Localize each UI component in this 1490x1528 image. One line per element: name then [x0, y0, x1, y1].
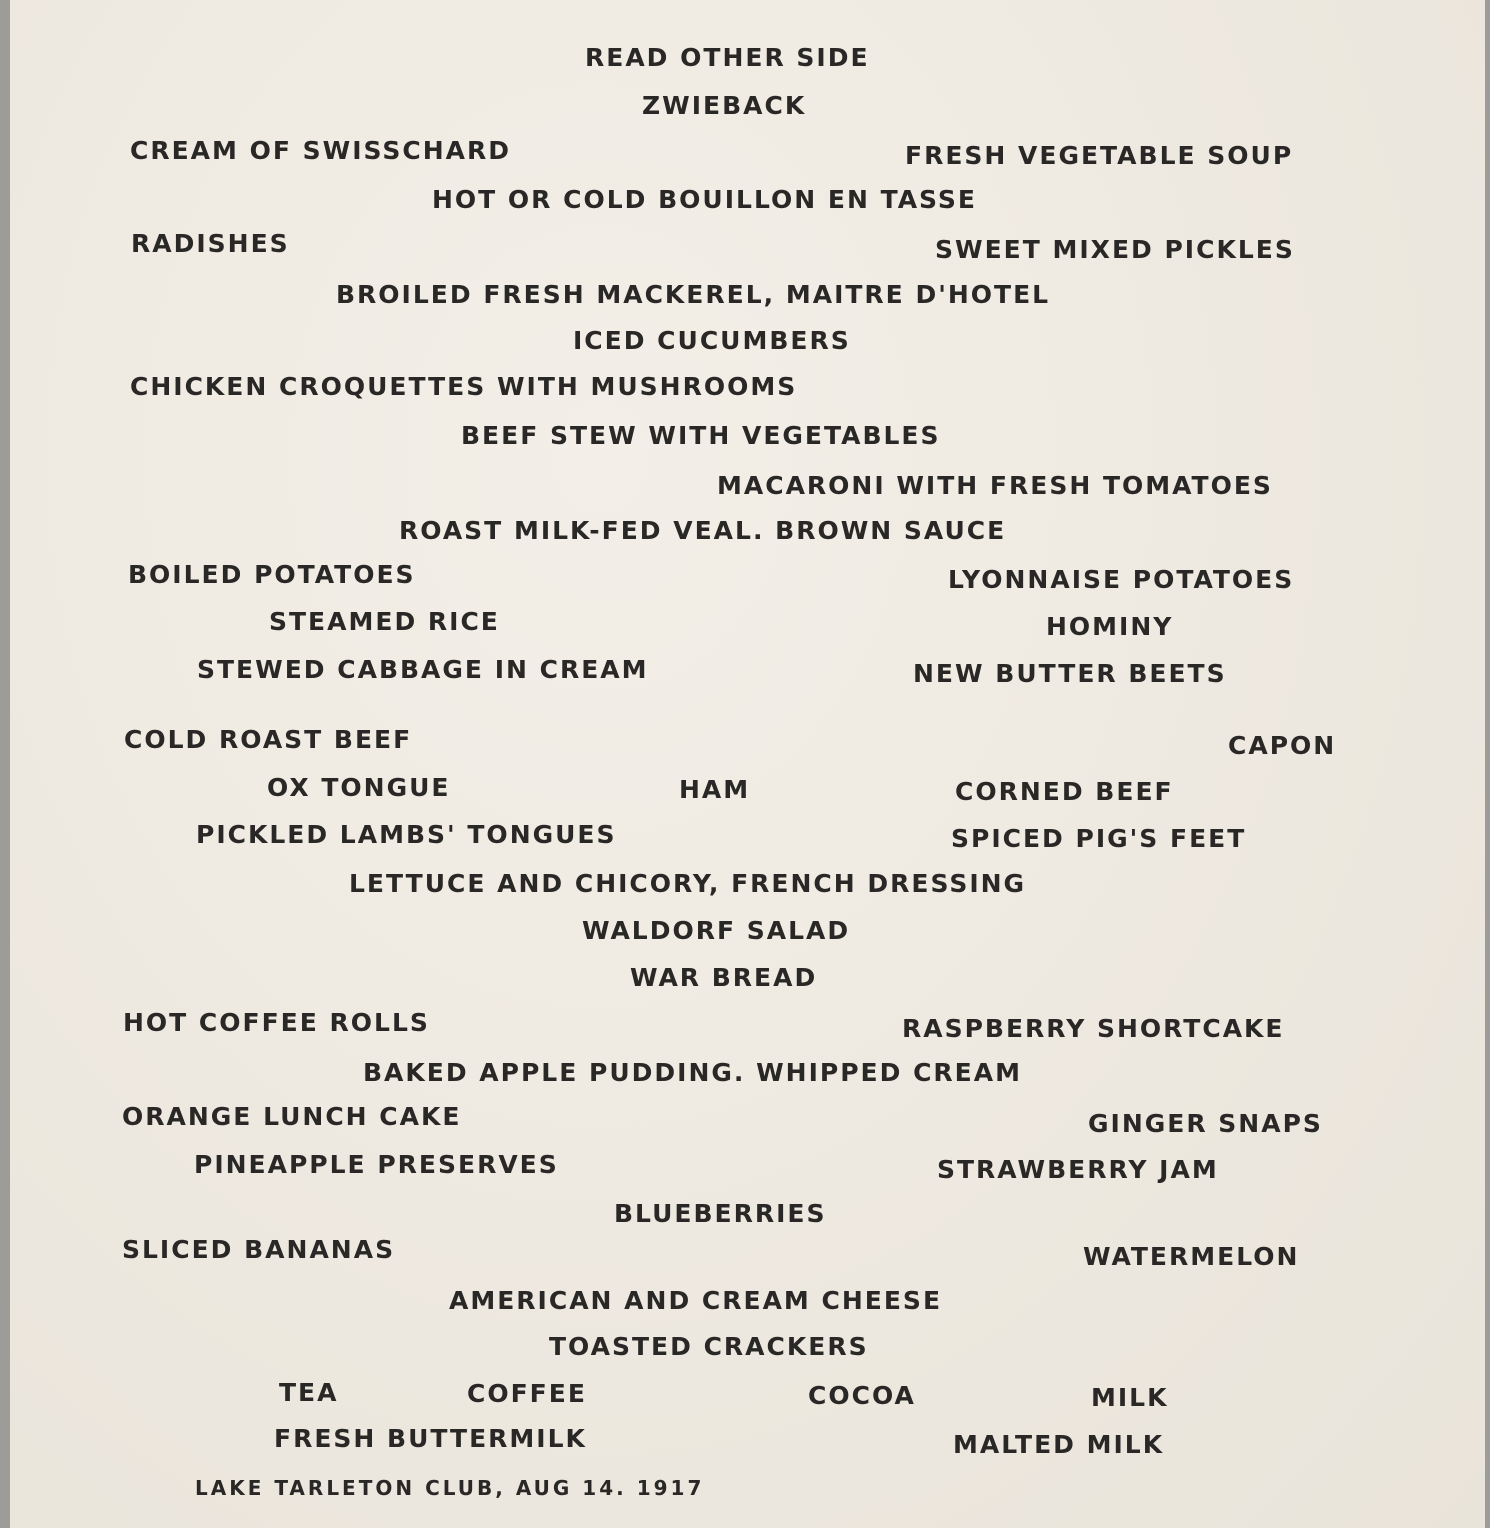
- menu-item: FRESH BUTTERMILK: [274, 1424, 587, 1453]
- menu-item: ZWIEBACK: [642, 91, 807, 120]
- menu-item: MILK: [1091, 1383, 1169, 1412]
- menu-item: RASPBERRY SHORTCAKE: [902, 1014, 1285, 1043]
- menu-note: READ OTHER SIDE: [585, 43, 870, 72]
- menu-item: LETTUCE AND CHICORY, FRENCH DRESSING: [349, 869, 1027, 898]
- menu-item: BLUEBERRIES: [614, 1199, 827, 1228]
- menu-item: HOT COFFEE ROLLS: [123, 1008, 430, 1037]
- menu-item: CORNED BEEF: [955, 777, 1174, 806]
- menu-item: NEW BUTTER BEETS: [913, 659, 1227, 688]
- menu-item: HAM: [679, 775, 751, 804]
- menu-item: SWEET MIXED PICKLES: [935, 235, 1295, 264]
- menu-item: HOMINY: [1046, 612, 1174, 641]
- menu-item: BOILED POTATOES: [128, 560, 416, 589]
- menu-item: AMERICAN AND CREAM CHEESE: [449, 1286, 943, 1315]
- menu-item: FRESH VEGETABLE SOUP: [905, 141, 1294, 170]
- menu-item: BAKED APPLE PUDDING. WHIPPED CREAM: [363, 1058, 1022, 1087]
- menu-item: ORANGE LUNCH CAKE: [122, 1102, 462, 1131]
- menu-item: ICED CUCUMBERS: [573, 326, 851, 355]
- menu-item: COLD ROAST BEEF: [124, 725, 413, 754]
- menu-item: BROILED FRESH MACKEREL, MAITRE D'HOTEL: [336, 280, 1051, 309]
- menu-item: HOT OR COLD BOUILLON EN TASSE: [432, 185, 978, 214]
- menu-item: STEAMED RICE: [269, 607, 500, 636]
- menu-item: CHICKEN CROQUETTES WITH MUSHROOMS: [130, 372, 798, 401]
- menu-item: SLICED BANANAS: [122, 1235, 396, 1264]
- menu-item: TEA: [279, 1378, 339, 1407]
- menu-item: WAR BREAD: [630, 963, 818, 992]
- menu-item: COFFEE: [467, 1379, 587, 1408]
- menu-item: SPICED PIG'S FEET: [951, 824, 1247, 853]
- menu-item: OX TONGUE: [267, 773, 451, 802]
- menu-item: BEEF STEW WITH VEGETABLES: [461, 421, 941, 450]
- menu-item: STRAWBERRY JAM: [937, 1155, 1219, 1184]
- menu-item: TOASTED CRACKERS: [549, 1332, 869, 1361]
- menu-item: MALTED MILK: [953, 1430, 1165, 1459]
- menu-item: STEWED CABBAGE IN CREAM: [197, 655, 649, 684]
- menu-item: WATERMELON: [1083, 1242, 1300, 1271]
- menu-footer: LAKE TARLETON CLUB, AUG 14. 1917: [195, 1476, 705, 1500]
- menu-item: PINEAPPLE PRESERVES: [194, 1150, 559, 1179]
- menu-item: PICKLED LAMBS' TONGUES: [196, 820, 617, 849]
- menu-item: CAPON: [1228, 731, 1337, 760]
- menu-item: WALDORF SALAD: [582, 916, 851, 945]
- menu-item: RADISHES: [131, 229, 290, 258]
- menu-item: GINGER SNAPS: [1088, 1109, 1323, 1138]
- menu-item: LYONNAISE POTATOES: [948, 565, 1295, 594]
- menu-item: CREAM OF SWISSCHARD: [130, 136, 512, 165]
- menu-item: ROAST MILK-FED VEAL. BROWN SAUCE: [399, 516, 1007, 545]
- menu-item: MACARONI WITH FRESH TOMATOES: [717, 471, 1273, 500]
- menu-card: [10, 0, 1485, 1528]
- menu-item: COCOA: [808, 1381, 916, 1410]
